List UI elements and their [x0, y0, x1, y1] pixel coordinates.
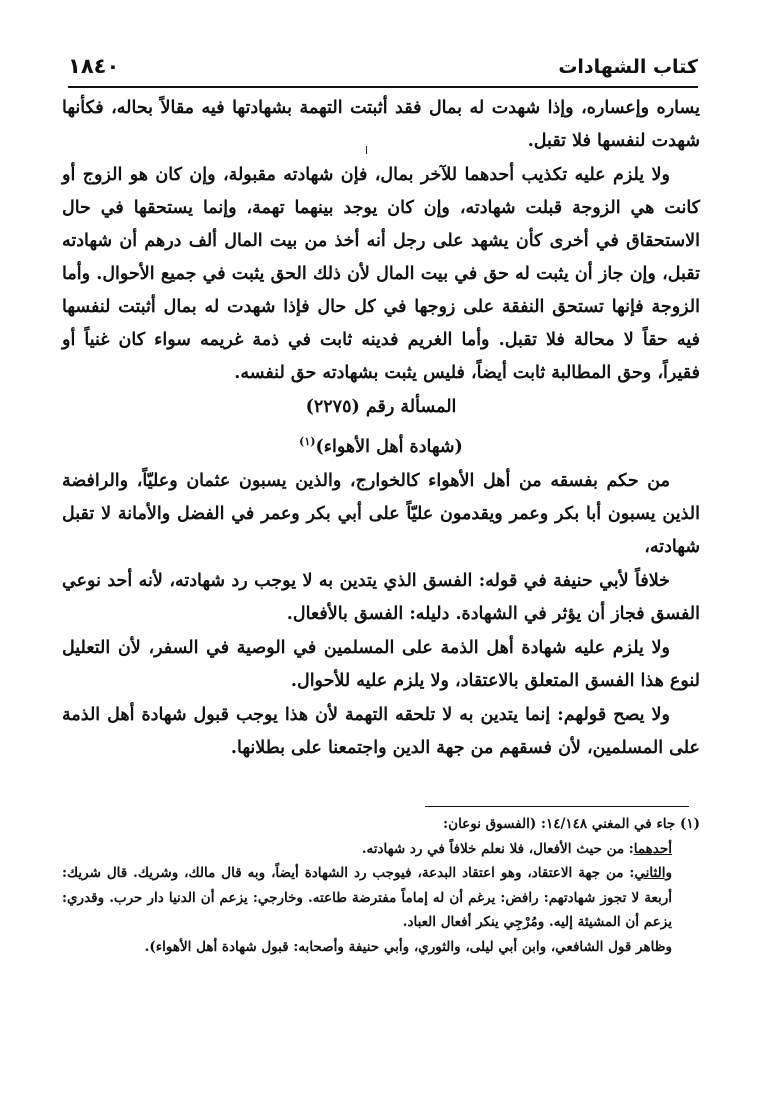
page-header: [68, 52, 698, 88]
main-text: [62, 92, 700, 766]
footnote-conclusion: وظاهر قول الشافعي، وابن أبي ليلى، والثوري، وأبي حنيفة وأصحابه: قبول شهادة أهل الأهواء).: [144, 938, 672, 955]
second-type-text: : من جهة الاعتقاد، وهو اعتقاد البدعة، فيوجب رد الشهادة أيضاً، وبه قال مالك، وشريك. قال شريك: أربعة لا تجوز شهادتهم: رافض: يرغم أن له إماماً مفترضة طاعته. وخارجي: يزعم أن الدنيا دار حرب. وقدري: يزعم أن المشيئة إليه. ومُرْجِي ينكر أفعال العباد.: [62, 865, 672, 930]
second-type-label: والثاني: [634, 865, 672, 881]
paragraph-5: ولا يلزم عليه شهادة أهل الذمة على المسلمين في الوصية في السفر، لأن التعليل لنوع هذا الفسق المتعلق بالاعتقاد، ولا يلزم عليه للأحوال.: [62, 637, 700, 691]
first-type-text: : من حيث الأفعال، فلا نعلم خلافاً في رد شهادته.: [361, 840, 634, 857]
footnote-first-type: [62, 837, 700, 862]
issue-title: (شهادة أهل الأهواء): [315, 436, 463, 457]
running-title: كتاب الشهادات: [558, 56, 698, 78]
footnote-1-intro: [62, 812, 700, 837]
footnote-reference: (١): [299, 435, 316, 448]
paragraph-2: ولا يلزم عليه تكذيب أحدهما للآخر بمال، فإن شهادته مقبولة، وإن كان هو الزوج أو كانت هي الزوجة قبلت شهادته، وإن كان يوجد بينهما تهمة، وإنما يستحقها في حال الاستحقاق في أخرى كأن يشهد على رجل أنه أخذ من بيت المال ألف درهم أن شهادته تقبل، وإن جاز أن يثبت له حق في بيت المال لأن ذلك الحق يثبت في جميع الأحوال. وأما الزوجة فإنها تستحق النفقة على زوجها في كل حال فإذا شهدت له بمال أثبتت لنفسها فيه حقاً لا محالة فلا تقبل. وأما الغريم فدينه ثابت في ذمة غريمه سواء كان غنياً أو فقيراً، وحق المطالبة ثابت أيضاً، فليس يثبت بشهادته حق لنفسه.: [62, 165, 700, 383]
page-number: ١٨٤٠: [68, 54, 120, 78]
footnote-second-type: [62, 861, 700, 935]
paragraph-3: من حكم بفسقه من أهل الأهواء كالخوارج، والذين يسبون عثمان وعليّاً، والرافضة الذين يسبون أبا بكر وعمر ويقدمون عليّاً على أبي بكر وعمر في الفضل والأمانة لا تقبل شهادته،: [62, 470, 700, 557]
footnote-divider: [425, 806, 689, 807]
issue-heading: [62, 425, 700, 464]
paragraph-4: خلافاً لأبي حنيفة في قوله: الفسق الذي يتدين به لا يوجب رد شهادته، لأنه أحد نوعي الفسق فجاز أن يؤثر في الشهادة. دليله: الفسق بالأفعال.: [62, 570, 700, 624]
footnote-intro-text: جاء في المغني ١٤/١٤٨: (الفسوق نوعان:: [443, 816, 676, 832]
issue-number: المسألة رقم (٢٢٧٥): [305, 397, 457, 417]
footnote-number: (١): [679, 816, 700, 832]
paragraph-6: ولا يصح قولهم: إنما يتدين به لا تلحقه التهمة لأن هذا يوجب قبول شهادة أهل الذمة على المسلمين، لأن فسقهم من جهة الدين واجتمعنا على بطلانها.: [62, 704, 700, 758]
first-type-label: أحدهما: [633, 840, 672, 857]
paragraph-1: يساره وإعساره، وإذا شهدت له بمال فقد أثبتت التهمة بشهادتها فيه مقالاً بحاله، فكأنها شهدت لنفسها فلا تقبل.: [62, 98, 700, 151]
footnotes: [62, 812, 700, 959]
